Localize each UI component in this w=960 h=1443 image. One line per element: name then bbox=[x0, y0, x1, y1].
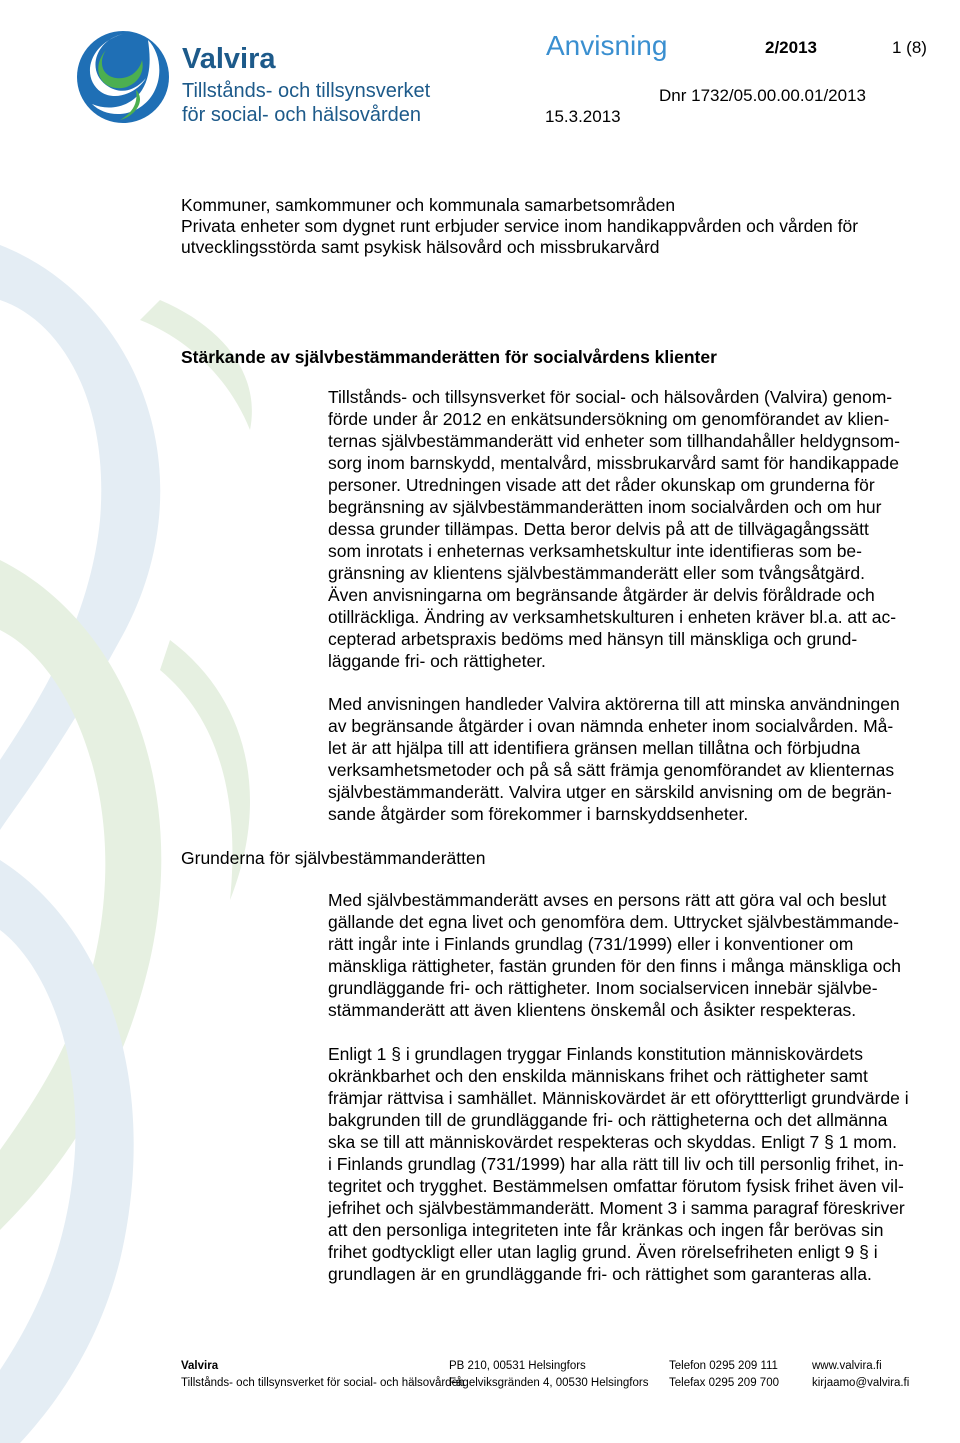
footer-street-address: Fågelviksgränden 4, 00530 Helsingfors bbox=[449, 1377, 649, 1389]
diary-number: Dnr 1732/05.00.00.01/2013 bbox=[659, 86, 867, 105]
text-line: gränsning av klientens självbestämmanderätt eller som tvångsåtgärd. bbox=[328, 563, 865, 583]
text-line: tegritet och trygghet. Bestämmelsen omfattar förutom fysisk frihet även vil- bbox=[328, 1176, 904, 1196]
text-line: mänskliga rättigheter, fastän grunden för den finns i många mänskliga och bbox=[328, 956, 901, 976]
logo-wordmark: Valvira bbox=[182, 43, 276, 75]
document-title: Stärkande av självbestämmanderätten för socialvårdens klienter bbox=[181, 347, 717, 367]
text-line: att den personliga integriteten inte får kränkas och ingen får berövas sin bbox=[328, 1220, 884, 1240]
text-line: Enligt 1 § i grundlagen tryggar Finlands konstitution människovärdets bbox=[328, 1044, 864, 1064]
section-paragraph-1 bbox=[328, 889, 901, 1021]
text-line: personer. Utredningen visade att det råder okunskap om grunderna för bbox=[328, 475, 875, 495]
document-date: 15.3.2013 bbox=[545, 107, 621, 126]
text-line: rätt ingår inte i Finlands grundlag (731/1999) eller i konventioner om bbox=[328, 934, 854, 954]
text-line: grundlagen är en grundläggande fri- och rättighet som garanteras alla. bbox=[328, 1264, 872, 1284]
footer-fax: Telefax 0295 209 700 bbox=[669, 1377, 779, 1389]
text-line: ska se till att människovärdet respekteras och skyddas. Enligt 7 § 1 mom. bbox=[328, 1132, 898, 1152]
intro-paragraph-1 bbox=[328, 386, 900, 672]
text-line: Med självbestämmanderätt avses en persons rätt att göra val och beslut bbox=[328, 890, 887, 910]
page-count: 1 (8) bbox=[892, 38, 927, 57]
recipient-line: utvecklingsstörda samt psykisk hälsovård och missbrukarvård bbox=[181, 237, 660, 257]
footer-postal-address: PB 210, 00531 Helsingfors bbox=[449, 1360, 586, 1372]
text-line: Tillstånds- och tillsynsverket för social- och hälsovården (Valvira) genom- bbox=[328, 387, 893, 407]
text-line: ternas självbestämmanderätt vid enheter som tillhandahåller heldygnsom- bbox=[328, 431, 900, 451]
text-line: Även anvisningarna om begränsande åtgärder är delvis föråldrade och bbox=[328, 585, 875, 605]
text-line: gällande det egna livet och genomföra dem. Uttrycket självbestämmande- bbox=[328, 912, 899, 932]
valvira-logo-icon bbox=[76, 30, 170, 124]
text-line: sorg inom barnskydd, mentalvård, missbrukarvård samt för handikappade bbox=[328, 453, 899, 473]
text-line: bakgrunden till de grundläggande fri- och rättigheterna och det allmänna bbox=[328, 1110, 888, 1130]
text-line: verksamhetsmetoder och på så sätt främja genomförandet av klienternas bbox=[328, 760, 895, 780]
logo-subtitle-line-2: för social- och hälsovården bbox=[182, 104, 422, 126]
text-line: självbestämmanderätt. Valvira utger en särskild anvisning om de begrän- bbox=[328, 782, 892, 802]
text-line: i Finlands grundlag (731/1999) har alla rätt till liv och till personlig frihet, in- bbox=[328, 1154, 904, 1174]
text-line: dessa grunder tillämpas. Detta beror delvis på att de tillvägagångssätt bbox=[328, 519, 869, 539]
recipient-line: Kommuner, samkommuner och kommunala samarbetsområden bbox=[181, 195, 676, 215]
footer-phone: Telefon 0295 209 111 bbox=[669, 1360, 778, 1372]
text-line: cepterad arbetspraxis bedöms med hänsyn till mänskliga och grund- bbox=[328, 629, 858, 649]
section-paragraph-2 bbox=[328, 1043, 909, 1285]
text-line: sande åtgärder som förekommer i barnskyddsenheter. bbox=[328, 804, 749, 824]
text-line: som inrotats i enheternas verksamhetskultur inte identifieras som be- bbox=[328, 541, 862, 561]
intro-paragraph-2 bbox=[328, 693, 900, 825]
document-number: 2/2013 bbox=[765, 38, 817, 57]
text-line: jefrihet och självbestämmanderätt. Moment 3 i samma paragraf föreskriver bbox=[328, 1198, 905, 1218]
text-line: let är att hjälpa till att identifiera gränsen mellan tillåtna och förbjudna bbox=[328, 738, 861, 758]
text-line: av begränsande åtgärder i ovan nämnda enheter inom socialvården. Må- bbox=[328, 716, 894, 736]
text-line: läggande fri- och rättigheter. bbox=[328, 651, 546, 671]
recipient-line: Privata enheter som dygnet runt erbjuder service inom handikappvården och vården för bbox=[181, 216, 859, 236]
document-type: Anvisning bbox=[546, 30, 668, 61]
footer-email-link[interactable]: kirjaamo@valvira.fi bbox=[812, 1377, 910, 1389]
text-line: okränkbarhet och den enskilda människans frihet och rättigheter samt bbox=[328, 1066, 868, 1086]
text-line: främjar rättvisa i samhället. Människovärdet är ett oföryttterligt grundvärde i bbox=[328, 1088, 909, 1108]
text-line: frihet godtyckligt eller utan laglig grund. Även rörelsefriheten enligt 9 § i bbox=[328, 1242, 878, 1262]
footer-org-name: Valvira bbox=[181, 1360, 219, 1372]
text-line: grundläggande fri- och rättigheter. Inom socialservicen innebär självbe- bbox=[328, 978, 878, 998]
footer-website-link[interactable]: www.valvira.fi bbox=[812, 1360, 882, 1372]
text-line: otillräckliga. Ändring av verksamhetskulturen i enheten kräver bl.a. att ac- bbox=[328, 607, 897, 627]
text-line: Med anvisningen handleder Valvira aktörerna till att minska användningen bbox=[328, 694, 900, 714]
text-line: begränsning av självbestämmanderätten inom socialvården och om hur bbox=[328, 497, 882, 517]
logo-subtitle-line-1: Tillstånds- och tillsynsverket bbox=[182, 80, 431, 102]
text-line: förde under år 2012 en enkätsundersökning om genomförandet av klien- bbox=[328, 409, 890, 429]
footer-org-full: Tillstånds- och tillsynsverket för social- och hälsovården bbox=[181, 1377, 465, 1389]
text-line: stämmanderätt att även klientens önskemål och åsikter respekteras. bbox=[328, 1000, 857, 1020]
section-heading: Grunderna för självbestämmanderätten bbox=[181, 848, 486, 868]
